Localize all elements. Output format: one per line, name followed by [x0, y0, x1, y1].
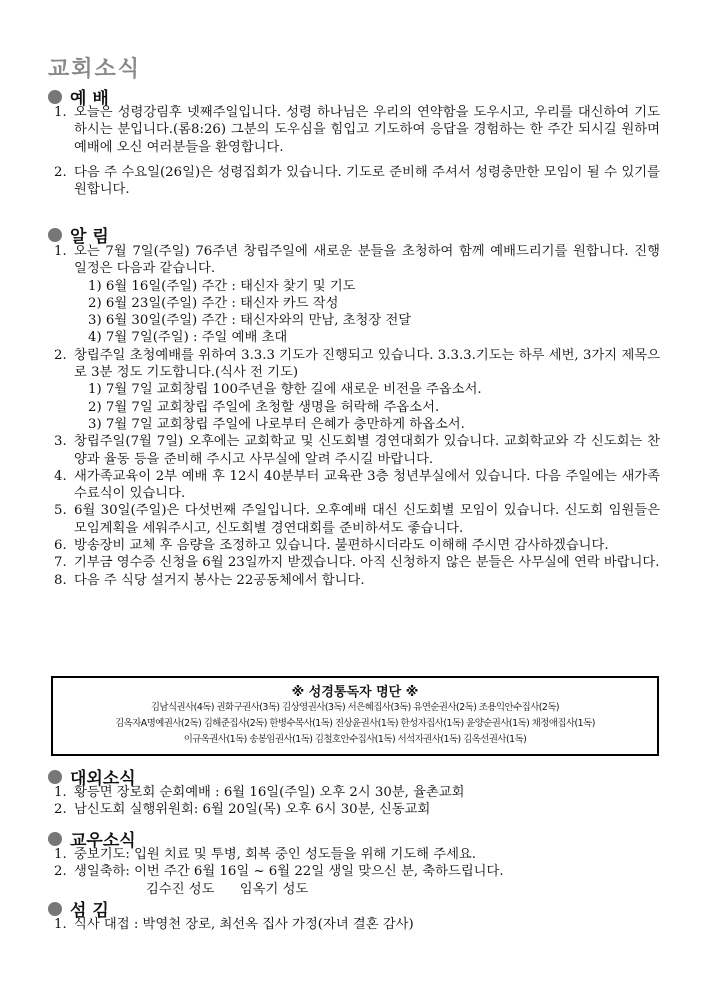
page-title: 교회소식	[48, 57, 142, 82]
list-item: 3. 창립주일(7월 7일) 오후에는 교회학교 및 신도회별 경연대회가 있습니다. 교회학교와 각 신도회는 찬양과 율동 등을 준비해 주시고 사무실에 알려 주시길 바랍니다.	[54, 434, 660, 467]
list-item: 1. 식사 대접 : 박영천 장로, 최선옥 집사 가정(자녀 결혼 감사)	[54, 917, 414, 932]
list-item: 1. 중보기도: 입원 치료 및 투병, 회복 중인 성도들을 위해 기도해 주세요.	[54, 847, 477, 862]
list-item: 1) 6월 16일(주일) 주간 : 태신자 찾기 및 기도	[88, 278, 356, 294]
reader-names-line: 김옥자A명예권사(2독) 김해준집사(2독) 한병수목사(1독) 진상윤권사(1독) 한성자집사(1독) 윤양순권사(1독) 채정애집사(1독)	[115, 718, 595, 729]
section-label: 교우소식	[70, 831, 136, 851]
section-label: 대외소식	[70, 769, 136, 789]
bible-reading-box	[51, 676, 659, 756]
list-item: 2) 7월 7일 교회창립 주일에 초청할 생명을 허락해 주옵소서.	[88, 399, 440, 415]
bullet-dot-icon	[48, 228, 62, 242]
reader-names-line: 김남식권사(4독) 권화구권사(3독) 김상영권사(3독) 서은혜집사(3독) 유연순권사(2독) 조용익안수집사(2독)	[150, 702, 560, 713]
worship-list	[48, 104, 660, 198]
list-item: 4. 새가족교육이 2부 예배 후 12시 40분부터 교육관 3층 청년부실에서 있습니다. 다음 주일에는 새가족 수료식이 있습니다.	[54, 468, 660, 502]
notice-list	[48, 243, 660, 589]
list-item: 1. 오늘은 성령강림후 넷째주일입니다. 성령 하나님은 우리의 연약함을 도우시고, 우리를 대신하여 기도하시는 분입니다.(롬8:26) 그분의 도우심을 힘입고 기도하여 응답을 경험하는 한 주간 되시길 원하며 예배에 오신 여러분들을 환영합니다.	[54, 105, 660, 155]
list-item: 1. 황등면 장로회 순회예배 : 6월 16일(주일) 오후 2시 30분, 율촌교회	[54, 785, 465, 800]
list-item: 3) 6월 30일(주일) 주간 : 태신자와의 만남, 초청장 전달	[88, 313, 412, 329]
bullet-dot-icon	[48, 902, 62, 916]
list-item: 2. 생일축하: 이번 주간 6월 16일 ~ 6월 22일 생일 맞으신 분, 축하드립니다.	[54, 864, 504, 880]
service-list	[48, 916, 660, 933]
list-item: 2. 남신도회 실행위원회: 6월 20일(목) 오후 6시 30분, 신동교회	[54, 802, 431, 818]
external-list	[48, 784, 660, 819]
list-item: 2. 창립주일 초청예배를 위하여 3.3.3 기도가 진행되고 있습니다. 3.3.3.기도는 하루 세번, 3가지 제목으로 3분 정도 기도합니다.(식사 전 기도)	[54, 347, 660, 381]
section-label: 예 배	[70, 89, 109, 109]
reader-names-line: 이규옥권사(1독) 송봉임권사(1독) 김철호안수집사(1독) 서석자권사(1독) 김옥선권사(1독)	[183, 734, 527, 745]
bullet-dot-icon	[48, 90, 62, 104]
list-item: 1. 오는 7월 7일(주일) 76주년 창립주일에 새로운 분들을 초청하여 함께 예배드리기를 원합니다. 진행 일정은 다음과 같습니다.	[54, 244, 660, 277]
list-item: 2) 6월 23일(주일) 주간 : 태신자 카드 작성	[88, 295, 339, 311]
list-item: 4) 7월 7일(주일) : 주일 예배 초대	[88, 330, 288, 346]
list-item: 8. 다음 주 식당 설거지 봉사는 22공동체에서 합니다.	[54, 572, 365, 588]
members-list	[48, 846, 660, 898]
birthday-names: 김수진 성도 임옥기 성도	[146, 881, 309, 897]
bullet-dot-icon	[48, 832, 62, 846]
bullet-dot-icon	[48, 770, 62, 784]
list-item: 6. 방송장비 교체 후 음량을 조정하고 있습니다. 불편하시더라도 이해해 주시면 감사하겠습니다.	[54, 538, 609, 554]
list-item: 3) 7월 7일 교회창립 주일에 나로부터 은혜가 충만하게 하옵소서.	[88, 416, 465, 432]
list-item: 1) 7월 7일 교회창립 100주년을 향한 길에 새로운 비전을 주옵소서.	[88, 382, 482, 398]
list-item: 5. 6월 30일(주일)은 다섯번째 주일입니다. 오후예배 대신 신도회별 모임이 있습니다. 신도회 임원들은 모임계획을 세워주시고, 신도회별 경연대회를 준비하셔도 좋습니다.	[54, 503, 660, 536]
box-title: ※ 성경통독자 명단 ※	[291, 685, 419, 700]
list-item: 2. 다음 주 수요일(26일)은 성령집회가 있습니다. 기도로 준비해 주셔서 성령충만한 모임이 될 수 있기를 원합니다.	[54, 164, 660, 198]
section-label: 섬 김	[70, 901, 109, 921]
list-item	[48, 881, 660, 898]
section-label: 알 림	[70, 227, 109, 247]
list-item: 7. 기부금 영수증 신청을 6월 23일까지 받겠습니다. 아직 신청하지 않은 분들은 사무실에 연락 바랍니다.	[54, 555, 660, 571]
